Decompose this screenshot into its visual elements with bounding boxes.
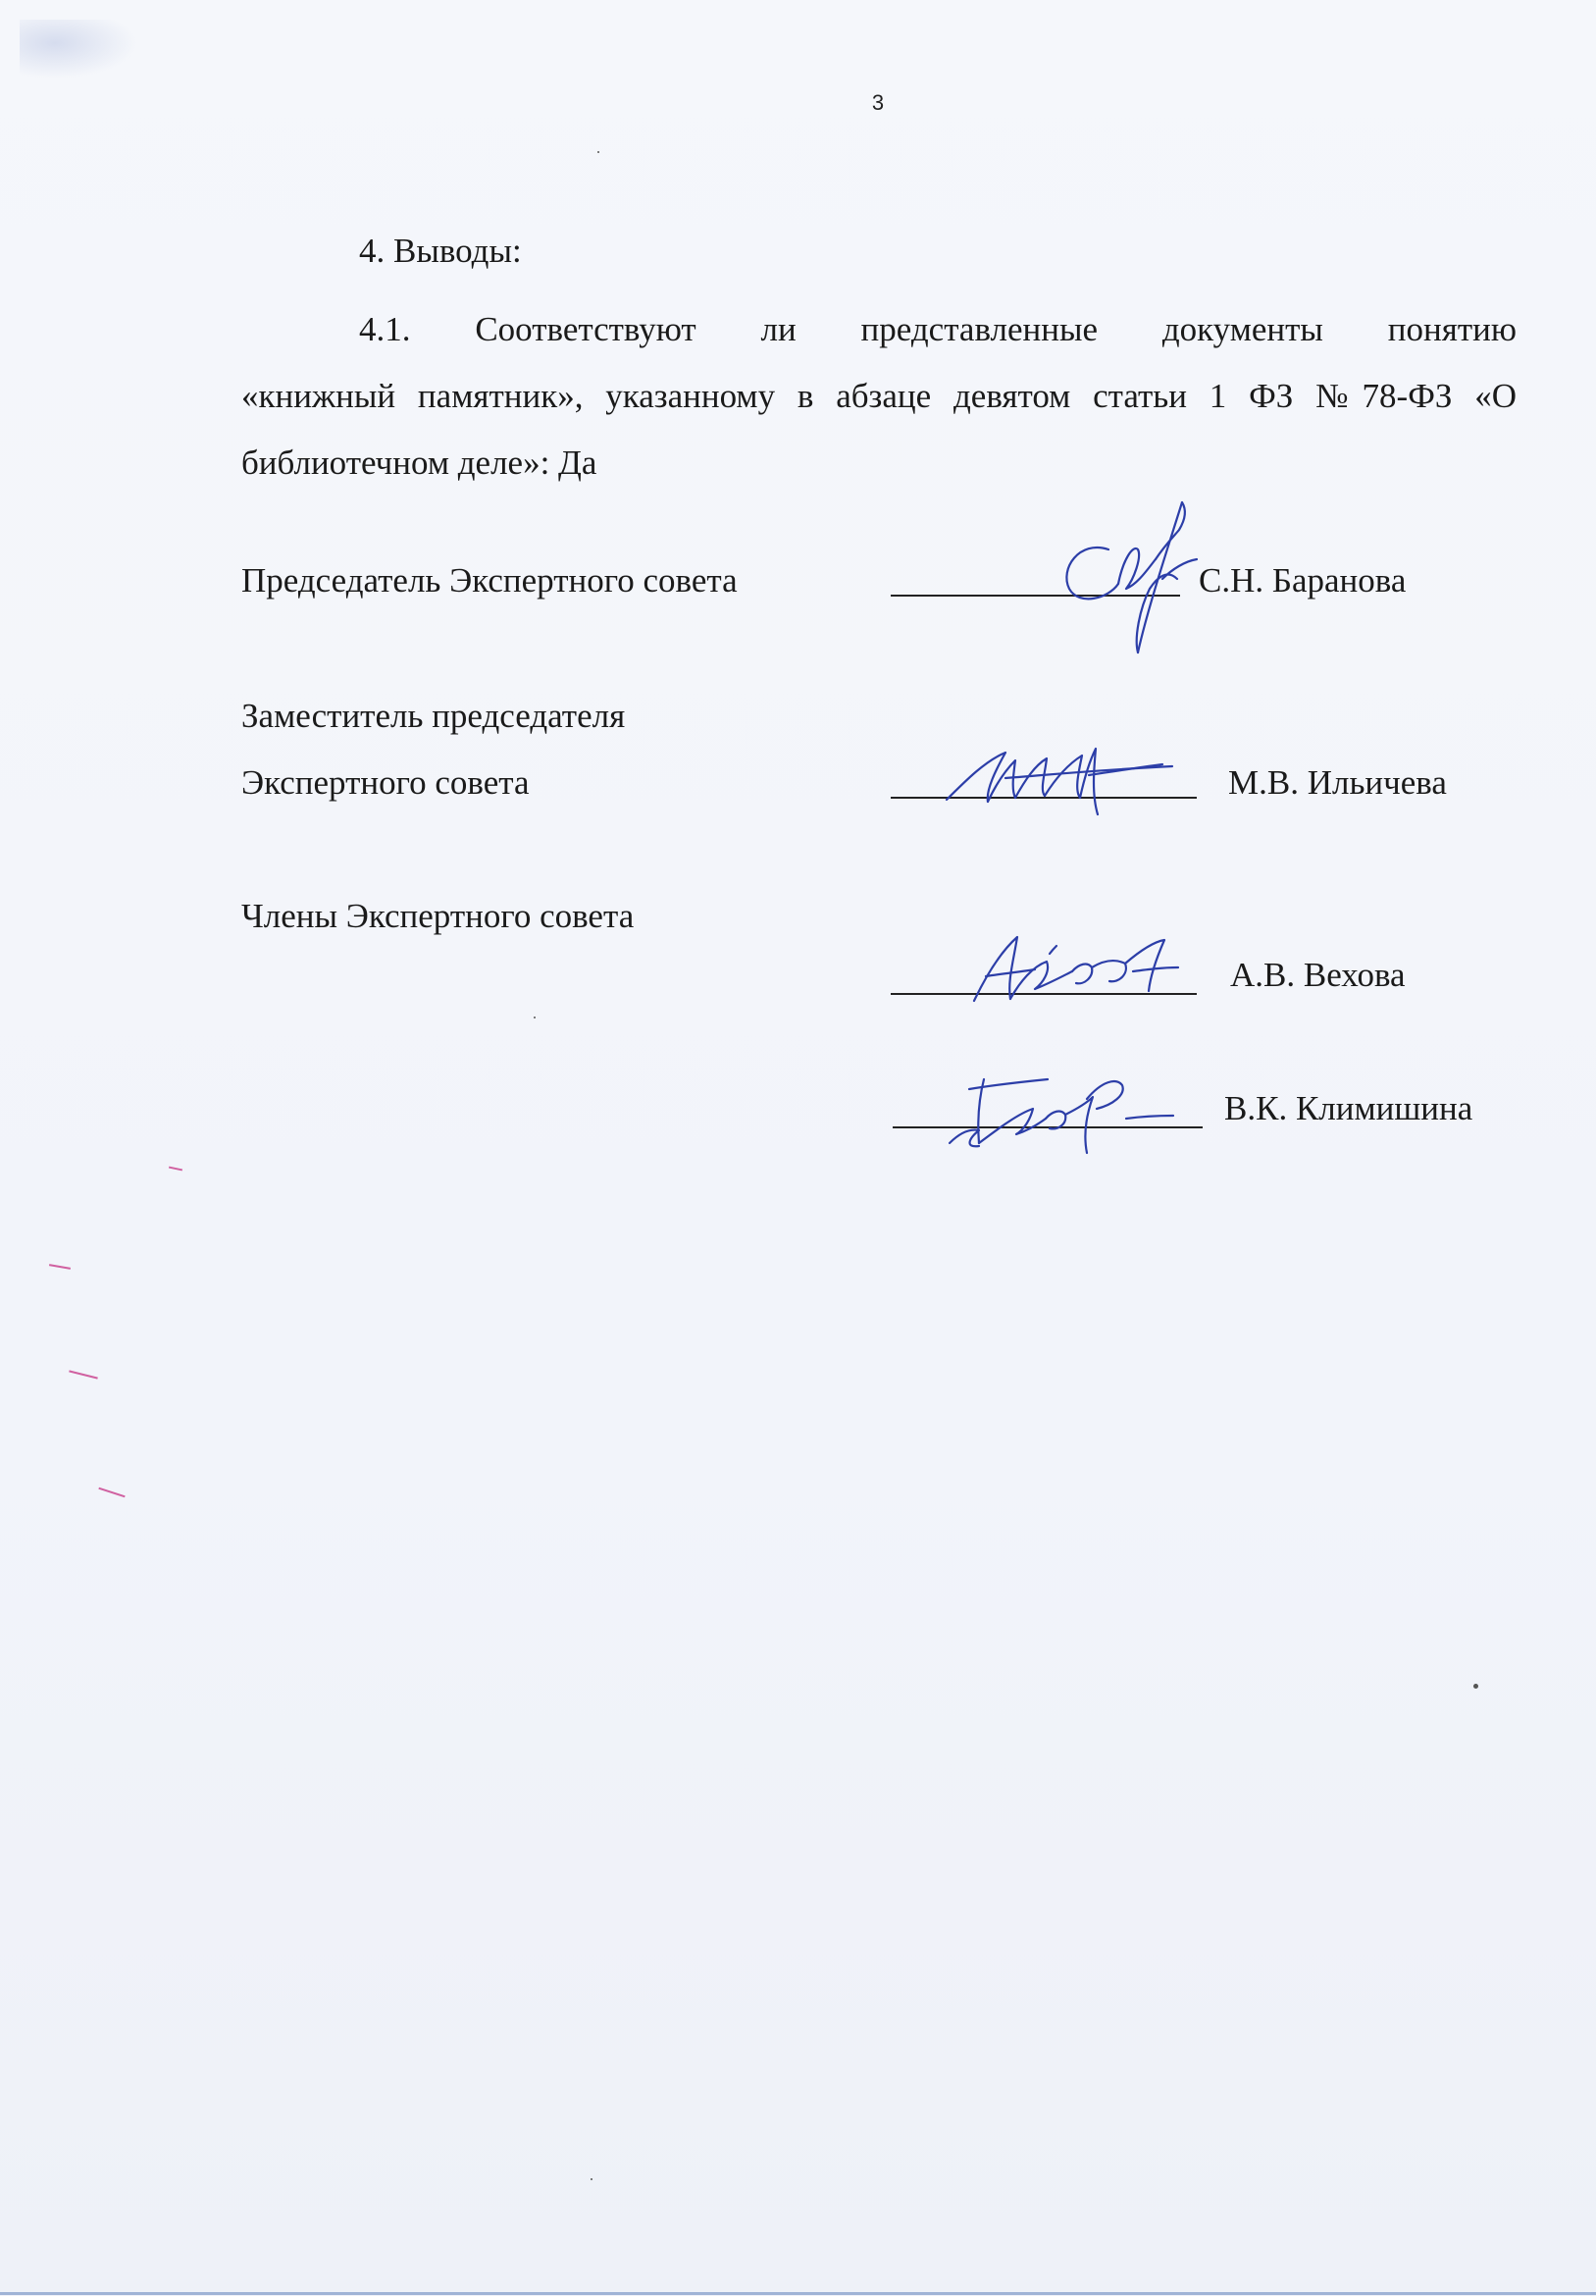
scan-speck xyxy=(597,151,599,153)
scan-speck xyxy=(1473,1684,1478,1689)
scan-speck xyxy=(591,2178,592,2180)
member-1-name: А.В. Вехова xyxy=(1230,956,1406,994)
chair-signature xyxy=(1040,491,1216,667)
page-number: 3 xyxy=(871,90,885,115)
conclusion-paragraph-line-3: библиотечном деле»: Да xyxy=(241,444,597,482)
deputy-signature xyxy=(937,731,1192,819)
scan-mark xyxy=(49,1264,71,1270)
member-2-name: В.К. Климишина xyxy=(1224,1089,1473,1127)
scan-speck xyxy=(534,1017,536,1018)
chair-name: С.Н. Баранова xyxy=(1199,561,1407,600)
conclusion-paragraph xyxy=(241,296,1517,496)
scan-bottom-edge xyxy=(0,2292,1596,2295)
scan-smudge xyxy=(20,20,137,78)
member-2-signature xyxy=(940,1060,1185,1158)
conclusions-heading: 4. Выводы: xyxy=(359,232,522,270)
deputy-role-line-2: Экспертного совета xyxy=(241,763,530,802)
conclusion-paragraph-line-1: 4.1. Соответствуют ли представленные документы понятию xyxy=(359,310,1517,348)
deputy-name: М.В. Ильичева xyxy=(1228,763,1447,802)
scan-mark xyxy=(98,1487,125,1498)
scan-mark xyxy=(69,1370,98,1379)
member-1-signature xyxy=(956,922,1192,1011)
chair-role: Председатель Экспертного совета xyxy=(241,561,738,600)
scan-mark xyxy=(169,1167,182,1172)
conclusion-paragraph-line-2: «книжный памятник», указанному в абзаце девятом статьи 1 ФЗ №78-ФЗ «О xyxy=(241,377,1517,415)
members-role: Члены Экспертного совета xyxy=(241,897,635,935)
deputy-role-line-1: Заместитель председателя xyxy=(241,697,626,735)
